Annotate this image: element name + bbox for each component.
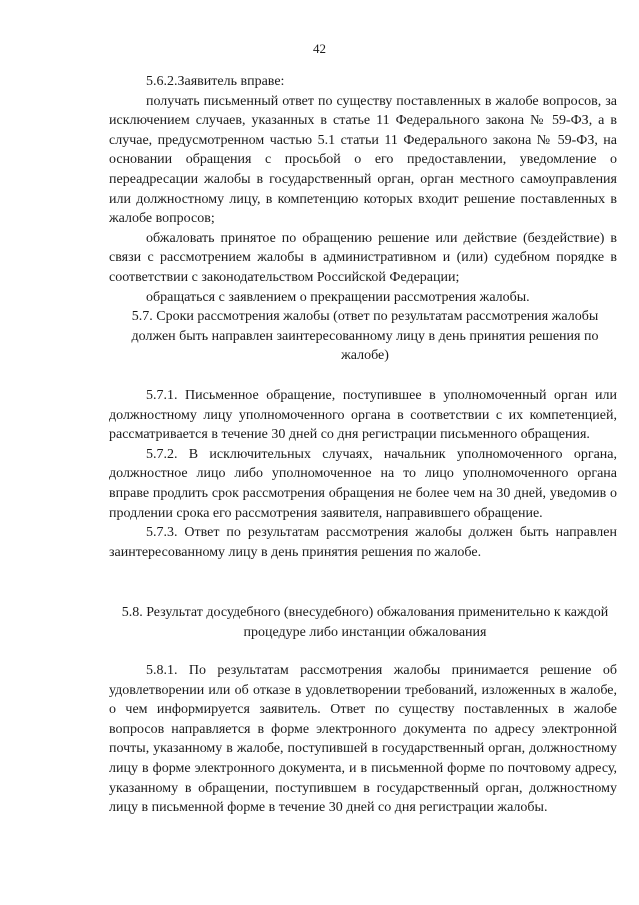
- section-5-6-2-title: 5.6.2.Заявитель вправе:: [146, 74, 285, 89]
- page-number: 42: [313, 41, 326, 56]
- section-5-8-1-paragraph: 5.8.1. По результатам рассмотрения жалобы принимается решение об удовлетворении или об отказе в удовлетворении требований, изложенных в жалобе, о чем информируется заявитель. Ответ по существу поставленных в жалобе вопросов направляется в форме электронного документа по адресу электронной почты, указанному в жалобе, поступившей в государственный орган, должностному лицу в форме электронного документа, и в письменной форме по почтовому адресу, указанному в обращении, поступившем в государственный орган, должностному лицу в письменной форме в течение 30 дней со дня регистрации жалобы.: [109, 663, 617, 816]
- section-5-8-body: [109, 661, 617, 818]
- section-5-7-1-paragraph: 5.7.1. Письменное обращение, поступившее в уполномоченный орган или должностному лицу уполномоченного органа в соответствии с их компетенцией, рассматривается в течение 30 дней со дня регистрации письменного обращения.: [109, 388, 617, 443]
- section-5-6-2-paragraph-1: получать письменный ответ по существу поставленных в жалобе вопросов, за исключением случаев, указанных в статье 11 Федерального закона № 59-ФЗ, а в случае, предусмотренном частью 5.1 статьи 11 Федерального закона № 59-ФЗ, на основании обращения с просьбой о его предоставлении, уведомление о переадресации жалобы в государственный орган, орган местного самоуправления или должностному лицу, в компетенцию которых входит решение поставленных в жалобе вопросов;: [109, 93, 617, 227]
- section-5-6-2-paragraph-3: обращаться с заявлением о прекращении рассмотрения жалобы.: [146, 289, 530, 305]
- section-5-7-heading: 5.7. Сроки рассмотрения жалобы (ответ по результатам рассмотрения жалобы должен быть направлен заинтересованному лицу в день принятия решения по жалобе): [131, 309, 599, 364]
- section-5-6-2: [109, 72, 617, 307]
- section-5-7-body: [109, 386, 617, 562]
- section-5-7-3-paragraph: 5.7.3. Ответ по результатам рассмотрения жалобы должен быть направлен заинтересованному лицу в день принятия решения по жалобе.: [109, 525, 617, 560]
- section-5-8-heading: 5.8. Результат досудебного (внесудебного) обжалования применительно к каждой процедуре либо инстанции обжалования: [121, 605, 609, 640]
- section-5-7-2-paragraph: 5.7.2. В исключительных случаях, начальник уполномоченного органа, должностное лицо либо уполномоченное на то лицо уполномоченного органа вправе продлить срок рассмотрения обращения не более чем на 30 дней, уведомив о продлении срока его рассмотрения заявителя, направившего обращение.: [109, 446, 617, 521]
- section-5-6-2-paragraph-2: обжаловать принятое по обращению решение или действие (бездействие) в связи с рассмотрением жалобы в административном и (или) судебном порядке в соответствии с законодательством Российской Федерации;: [109, 230, 617, 285]
